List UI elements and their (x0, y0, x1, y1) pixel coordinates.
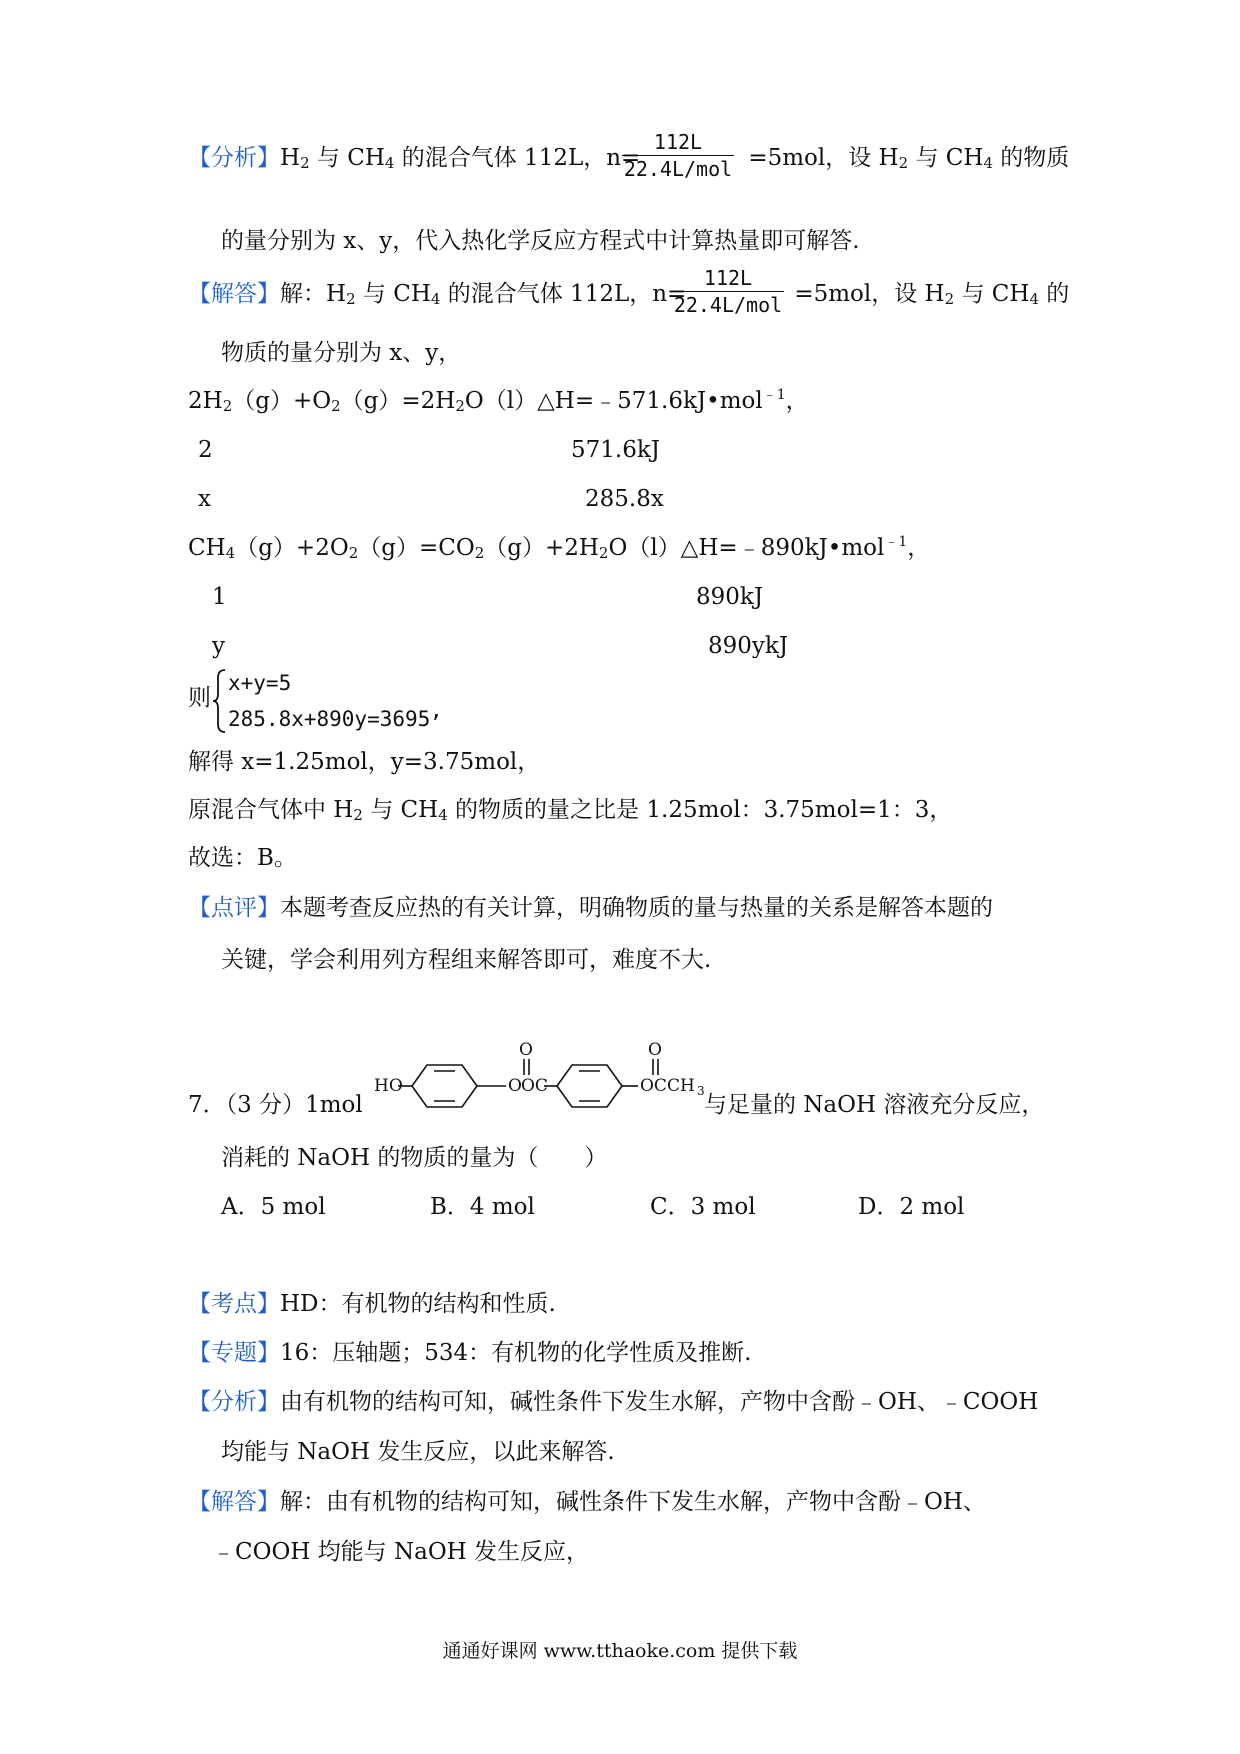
eq2-row2-right: 890ykJ (708, 633, 789, 659)
eq1-row1-right: 571.6kJ (571, 437, 661, 463)
eq2-row1-left: 1 (212, 584, 227, 610)
text: =5mol，设 H (794, 281, 945, 307)
mol-o2: O (519, 1040, 533, 1060)
eq1-row1-left: 2 (198, 437, 213, 463)
fraction-bar (622, 155, 734, 156)
fraction-denominator: 22.4L/mol (673, 293, 783, 317)
text: （g）+O (232, 388, 332, 414)
solve-line: 解得 x=1.25mol，y=3.75mol， (188, 749, 541, 775)
text: 的混合气体 112L，n= (440, 281, 687, 307)
q7-prefix: 7．（3 分）1mol (188, 1092, 363, 1118)
superscript: ﹣1 (762, 387, 786, 403)
fraction-bar (672, 291, 784, 292)
kaodian-line (188, 1289, 556, 1319)
text: 与 CH (908, 145, 984, 171)
text: HD：有机物的结构和性质. (280, 1291, 556, 1317)
mol-o1: O (508, 1076, 522, 1096)
subscript: 2 (348, 544, 359, 562)
system-prefix: 则 (188, 685, 211, 711)
subscript: 4 (225, 544, 236, 562)
subscript: 2 (222, 397, 233, 415)
subscript: 2 (898, 154, 909, 172)
analysis2-line2: 均能与 NaOH 发生反应，以此来解答. (221, 1439, 615, 1465)
text: （g）+2H (484, 535, 599, 561)
system-line1: x+y=5 (228, 671, 292, 695)
analysis2-line1 (188, 1387, 1038, 1417)
system-line2: 285.8x+890y=3695 (228, 707, 431, 731)
option-a: A．5 mol (221, 1194, 326, 1220)
answer-tag: 【解答】 (188, 1489, 280, 1515)
text: 本题考查反应热的有关计算，明确物质的量与热量的关系是解答本题的 (280, 895, 993, 921)
text: =5mol，设 H (748, 145, 899, 171)
option-d: D．2 mol (858, 1194, 965, 1220)
text: 与 CH (362, 797, 439, 823)
text: ， (907, 535, 931, 561)
text: 原混合气体中 H (188, 797, 354, 823)
text: （g）=CO (358, 535, 475, 561)
analysis-tag: 【分析】 (188, 1389, 280, 1415)
option-b: B．4 mol (430, 1194, 535, 1220)
text: CH (188, 535, 226, 561)
text: （g）+2O (235, 535, 349, 561)
fraction-molar-volume (622, 130, 734, 181)
text: 16：压轴题；534：有机物的化学性质及推断. (280, 1340, 752, 1366)
text: 2H (188, 388, 223, 414)
kaodian-tag: 【考点】 (188, 1291, 280, 1317)
page-footer: 通通好课网 www.tthaoke.com 提供下载 (442, 1640, 798, 1662)
fraction-numerator: 112L (703, 266, 753, 290)
zhuanti-tag: 【专题】 (188, 1340, 280, 1366)
mol-occh3: OCCH (640, 1076, 695, 1096)
superscript: ﹣1 (884, 534, 908, 550)
thermo-equation-ch4 (188, 533, 930, 563)
text: 的 (1039, 281, 1070, 307)
text: ， (785, 388, 809, 414)
answer1-line2: 物质的量分别为 x、y， (221, 340, 462, 366)
text: 与 CH (954, 281, 1030, 307)
subscript: 2 (300, 154, 310, 172)
text: （g）=2H (340, 388, 456, 414)
fraction-molar-volume-2 (672, 266, 784, 317)
answer1-line1 (188, 279, 1069, 309)
system-suffix: , (430, 698, 443, 722)
answer-tag: 【解答】 (188, 281, 280, 307)
fraction-denominator: 22.4L/mol (623, 157, 733, 181)
subscript: 4 (438, 806, 448, 824)
ratio-line (188, 795, 952, 825)
subscript: 2 (353, 806, 363, 824)
ester-molecule-structure (372, 1035, 705, 1115)
q7-suffix: 与足量的 NaOH 溶液充分反应， (704, 1092, 1045, 1118)
eq2-row1-right: 890kJ (696, 584, 764, 610)
mol-oc: OC (521, 1076, 548, 1096)
choose-line: 故选：B。 (188, 845, 297, 871)
subscript: 4 (430, 290, 441, 308)
subscript: 2 (346, 290, 356, 308)
text: 由有机物的结构可知，碱性条件下发生水解，产物中含酚﹣OH、﹣COOH (280, 1389, 1039, 1415)
text: H (280, 145, 301, 171)
option-c: C．3 mol (650, 1194, 756, 1220)
subscript: 2 (944, 290, 955, 308)
thermo-equation-h2 (188, 386, 809, 416)
subscript: 4 (1029, 290, 1039, 308)
mol-o3: O (648, 1040, 662, 1060)
zhuanti-line (188, 1338, 751, 1368)
text: 与 CH (355, 281, 431, 307)
text: 与 CH (309, 145, 385, 171)
subscript: 2 (474, 544, 485, 562)
subscript: 2 (598, 544, 609, 562)
mol-sub3: 3 (697, 1084, 705, 1098)
subscript: 4 (384, 154, 395, 172)
eq1-row2-right: 285.8x (585, 486, 664, 512)
eq1-row2-left: x (198, 486, 211, 512)
text: 的物质的量之比是 1.25mol：3.75mol=1：3， (447, 797, 953, 823)
q7-line2: 消耗的 NaOH 的物质的量为（ ） (221, 1145, 608, 1171)
text: 解：H (280, 281, 347, 307)
subscript: 2 (331, 397, 341, 415)
text: O（l）△H=﹣890kJ•mol (608, 535, 885, 561)
fraction-numerator: 112L (653, 130, 703, 154)
subscript: 4 (983, 154, 993, 172)
answer2-line1 (188, 1487, 986, 1517)
text: 的物质 (993, 145, 1070, 171)
comment1-line2: 关键，学会利用列方程组来解答即可，难度不大. (221, 947, 712, 973)
answer2-line2: ﹣COOH 均能与 NaOH 发生反应， (212, 1539, 590, 1565)
comment-tag: 【点评】 (188, 895, 280, 921)
analysis1-line2: 的量分别为 x、y，代入热化学反应方程式中计算热量即可解答. (221, 228, 860, 254)
text: O（l）△H=﹣571.6kJ•mol (464, 388, 763, 414)
subscript: 2 (455, 397, 465, 415)
mol-ho: HO (374, 1076, 403, 1096)
eq2-row2-left: y (212, 633, 225, 659)
text: 的混合气体 112L，n= (394, 145, 641, 171)
left-brace-icon (212, 668, 228, 734)
comment1-line1 (188, 893, 993, 923)
text: 解：由有机物的结构可知，碱性条件下发生水解，产物中含酚﹣OH、 (280, 1489, 986, 1515)
analysis-tag: 【分析】 (188, 145, 280, 171)
